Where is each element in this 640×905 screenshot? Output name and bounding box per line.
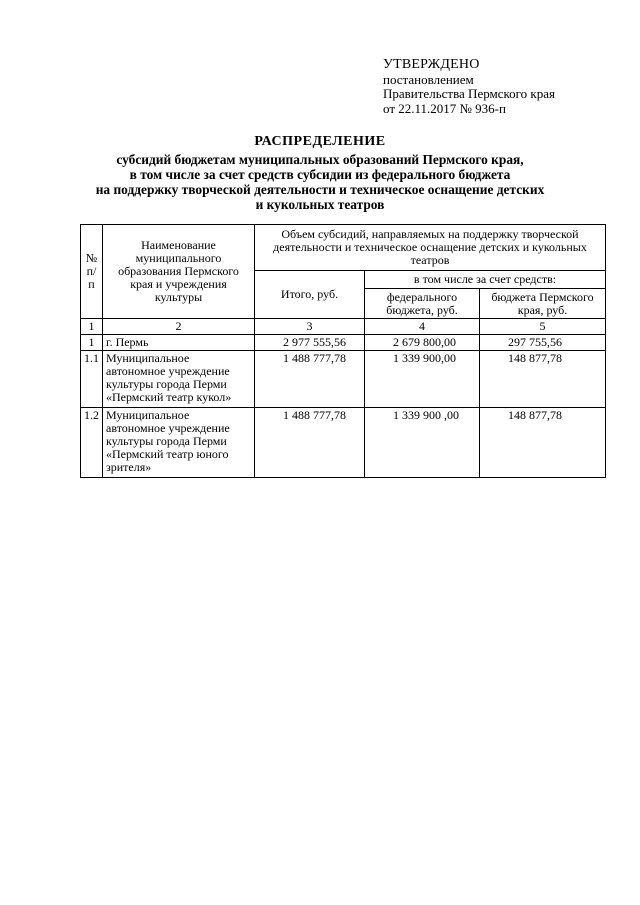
approval-line: постановлением [383, 71, 474, 87]
column-number: 2 [103, 319, 255, 335]
table-row [81, 408, 606, 478]
approval-stamp [383, 58, 555, 116]
row-name: Муниципальное автономное учреждение культуры города Перми «Пермский театр юного зрителя» [103, 408, 255, 478]
subtitle-line: на поддержку творческой деятельности и техническое оснащение детских [95, 182, 545, 197]
table-row [81, 351, 606, 408]
row-name: Муниципальное автономное учреждение культуры города Перми «Пермский театр кукол» [103, 351, 255, 408]
header-name: Наименование муниципального образования Пермского края и учреждения культуры [103, 225, 255, 319]
header-volume: Объем субсидий, направляемых на поддержку творческой деятельности и техническое оснащение детских и кукольных театров [255, 225, 606, 271]
row-regional: 148 877,78 [480, 408, 606, 478]
column-number: 3 [255, 319, 365, 335]
header-federal: федерального бюджета, руб. [365, 289, 480, 319]
row-num: 1.1 [81, 351, 103, 408]
row-federal: 2 679 800,00 [365, 335, 480, 351]
header-regional: бюджета Пермского края, руб. [480, 289, 606, 319]
table-row [81, 335, 606, 351]
approval-heading: УТВЕРЖДЕНО [383, 57, 480, 72]
row-name: г. Пермь [103, 335, 255, 351]
row-total: 1 488 777,78 [255, 351, 365, 408]
document-title: РАСПРЕДЕЛЕНИЕ [254, 134, 386, 149]
column-number: 4 [365, 319, 480, 335]
subtitle-line: и кукольных театров [255, 197, 385, 212]
row-federal: 1 339 900 ,00 [365, 408, 480, 478]
header-num: № п/п [81, 225, 103, 319]
row-federal: 1 339 900,00 [365, 351, 480, 408]
header-total: Итого, руб. [255, 271, 365, 319]
column-number: 1 [81, 319, 103, 335]
row-num: 1.2 [81, 408, 103, 478]
subtitle-line: в том числе за счет средств субсидии из федерального бюджета [129, 167, 511, 182]
column-number-row [81, 319, 606, 335]
document-subtitle [60, 152, 580, 212]
distribution-table [80, 224, 606, 478]
header-including: в том числе за счет средств: [365, 271, 606, 289]
approval-line: Правительства Пермского края [383, 86, 555, 101]
row-regional: 297 755,56 [480, 335, 606, 351]
subtitle-line: субсидий бюджетам муниципальных образований Пермского края, [116, 152, 524, 167]
row-total: 1 488 777,78 [255, 408, 365, 478]
column-number: 5 [480, 319, 606, 335]
row-regional: 148 877,78 [480, 351, 606, 408]
row-total: 2 977 555,56 [255, 335, 365, 351]
approval-date: от 22.11.2017 № 936-п [383, 100, 506, 116]
row-num: 1 [81, 335, 103, 351]
